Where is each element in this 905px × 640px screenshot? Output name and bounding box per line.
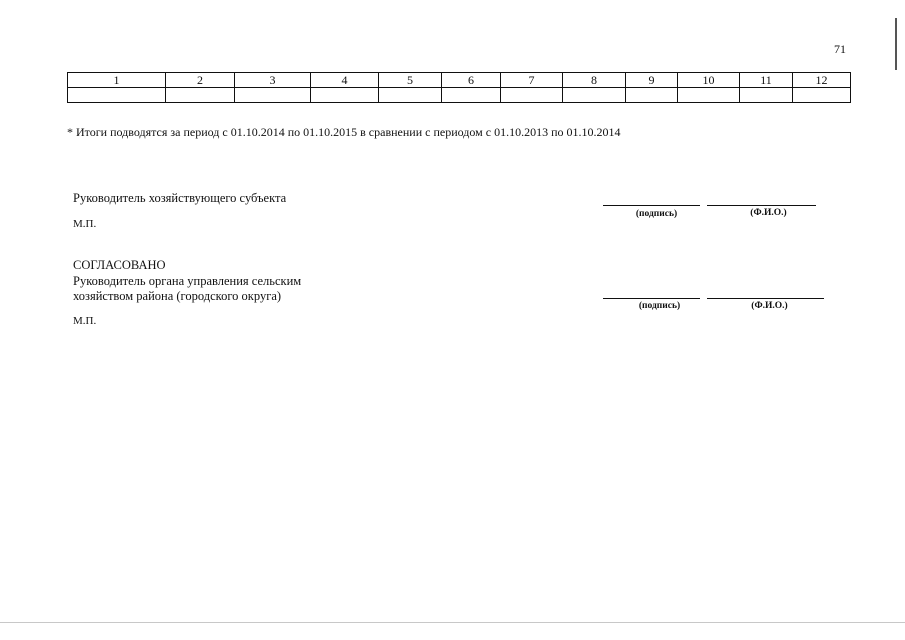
block1-name-caption: (Ф.И.О.) xyxy=(750,208,787,218)
column-number: 1 xyxy=(68,73,166,88)
table-cell xyxy=(442,88,501,103)
table-cell xyxy=(626,88,678,103)
table-cell xyxy=(740,88,793,103)
table-cell xyxy=(68,88,166,103)
scan-edge-bottom xyxy=(0,622,905,623)
table-cell xyxy=(379,88,442,103)
block1-stamp: М.П. xyxy=(73,218,97,230)
block1-title: Руководитель хозяйствующего субъекта xyxy=(73,191,287,205)
column-number: 9 xyxy=(626,73,678,88)
block2-title-line1: Руководитель органа управления сельским xyxy=(73,274,302,288)
block2-stamp: М.П. xyxy=(73,315,97,327)
table-header-row xyxy=(68,73,851,88)
table-row xyxy=(68,88,851,103)
block2-signature-line xyxy=(603,298,700,299)
block2-name-line xyxy=(707,298,824,299)
block1-signature-line xyxy=(603,205,700,206)
table-cell xyxy=(678,88,740,103)
table-cell xyxy=(563,88,626,103)
table-cell xyxy=(311,88,379,103)
column-number: 3 xyxy=(235,73,311,88)
block2-signature-caption: (подпись) xyxy=(638,301,681,311)
table-cell xyxy=(235,88,311,103)
column-number: 11 xyxy=(740,73,793,88)
column-number: 4 xyxy=(311,73,379,88)
column-number: 10 xyxy=(678,73,740,88)
scan-edge-right xyxy=(895,18,897,70)
page-number: 71 xyxy=(834,42,846,56)
column-number: 2 xyxy=(166,73,235,88)
column-number: 6 xyxy=(442,73,501,88)
block1-name-line xyxy=(707,205,816,206)
column-number: 8 xyxy=(563,73,626,88)
column-number: 5 xyxy=(379,73,442,88)
table-cell xyxy=(793,88,851,103)
table-cell xyxy=(166,88,235,103)
column-number: 7 xyxy=(501,73,563,88)
report-table xyxy=(67,72,851,103)
footnote: * Итоги подводятся за период с 01.10.2014 по 01.10.2015 в сравнении с периодом с 01.10.2013 по 01.10.2014 xyxy=(67,125,621,139)
table-cell xyxy=(501,88,563,103)
block2-name-caption: (Ф.И.О.) xyxy=(751,301,788,311)
column-number: 12 xyxy=(793,73,851,88)
block2-title-line2: хозяйством района (городского округа) xyxy=(73,289,282,303)
block1-signature-caption: (подпись) xyxy=(635,209,678,219)
block2-heading: СОГЛАСОВАНО xyxy=(73,258,166,272)
